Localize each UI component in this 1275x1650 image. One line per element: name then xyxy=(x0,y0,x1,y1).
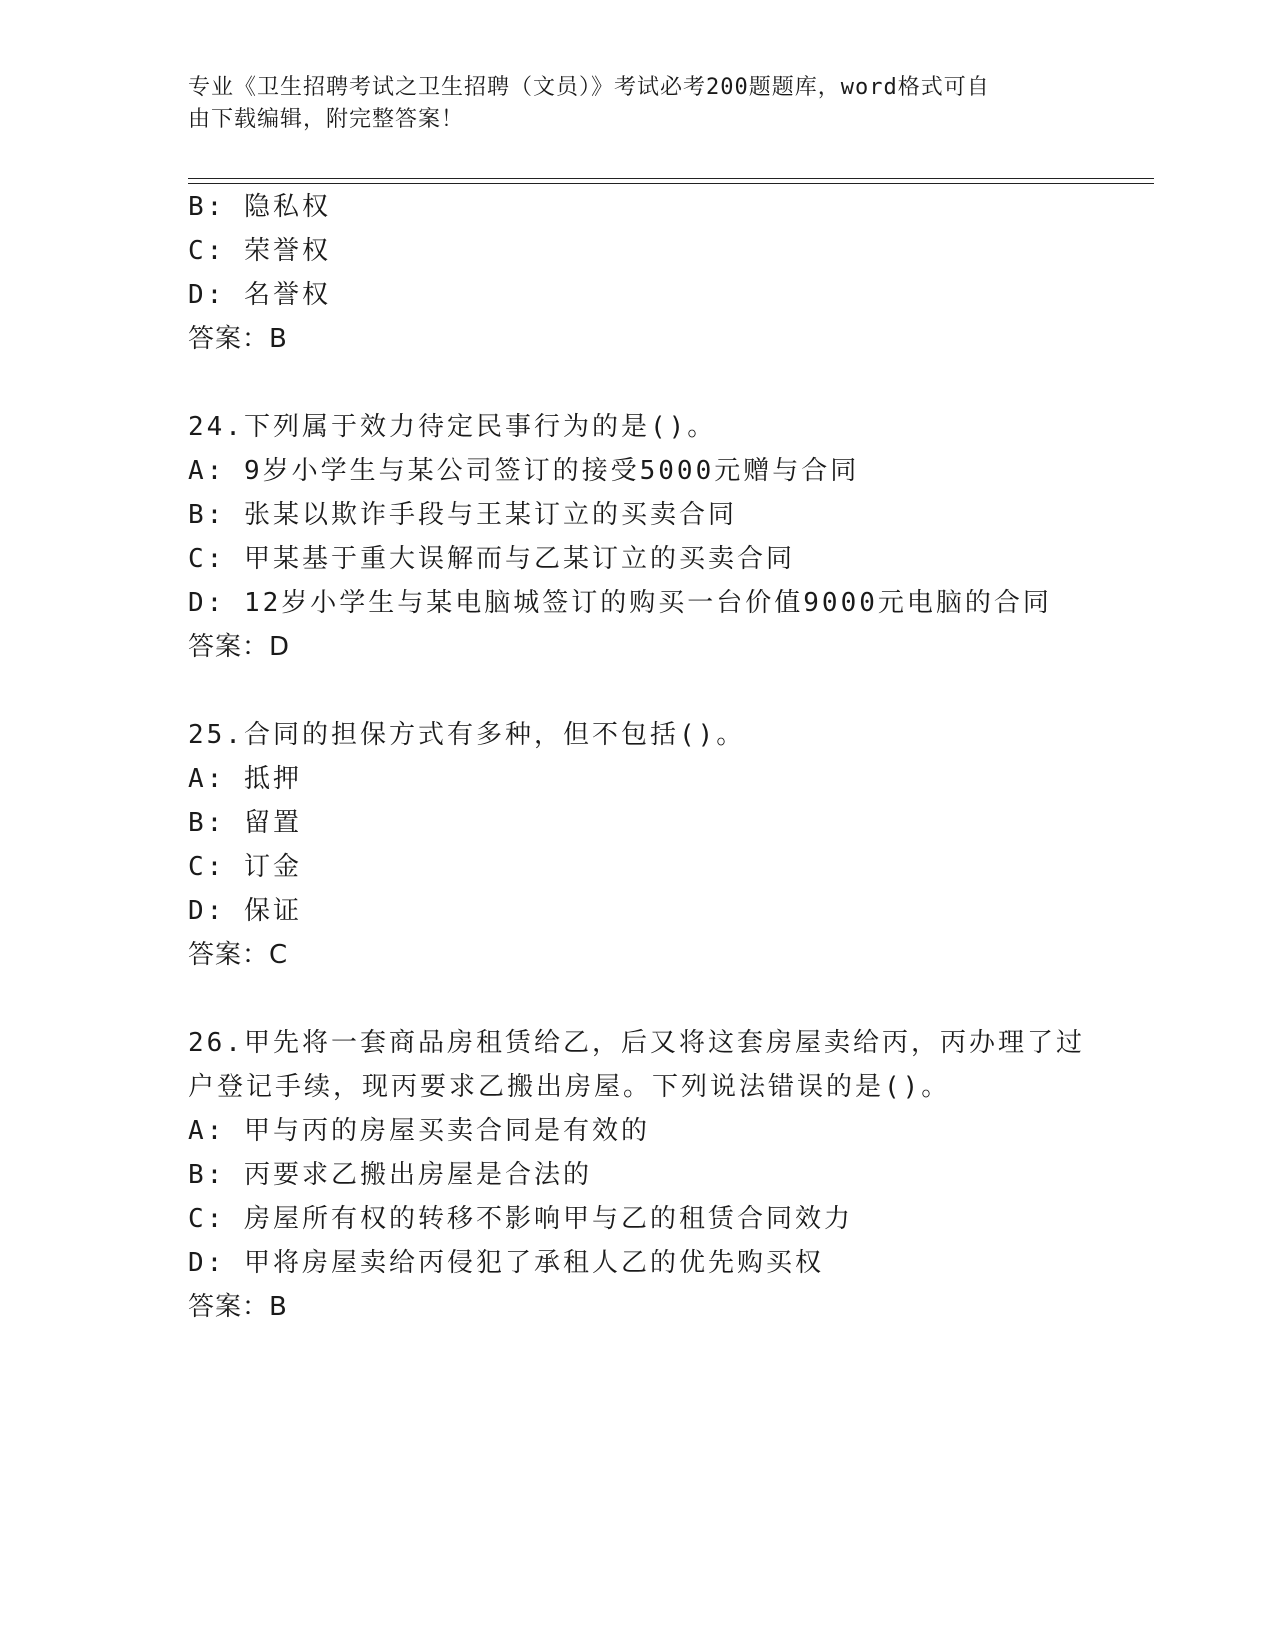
q26-answer: 答案：B xyxy=(188,1292,288,1322)
q24-option-d: D: 12岁小学生与某电脑城签订的购买一台价值9000元电脑的合同 xyxy=(188,588,1052,618)
q26-stem-line-1: 26.甲先将一套商品房租赁给乙，后又将这套房屋卖给丙，丙办理了过 xyxy=(188,1028,1085,1058)
q26-option-d: D: 甲将房屋卖给丙侵犯了承租人乙的优先购买权 xyxy=(188,1248,824,1278)
q23-option-d: D: 名誉权 xyxy=(188,280,331,310)
q25-option-d: D: 保证 xyxy=(188,896,302,926)
q26-option-b: B: 丙要求乙搬出房屋是合法的 xyxy=(188,1160,592,1190)
q25-option-c: C: 订金 xyxy=(188,852,302,882)
q26-stem-line-2: 户登记手续，现丙要求乙搬出房屋。下列说法错误的是()。 xyxy=(188,1072,951,1102)
header-divider-top xyxy=(188,178,1154,179)
q24-option-c: C: 甲某基于重大误解而与乙某订立的买卖合同 xyxy=(188,544,795,574)
document-header xyxy=(188,72,1068,136)
q24-stem: 24.下列属于效力待定民事行为的是()。 xyxy=(188,412,717,442)
q24-option-a: A: 9岁小学生与某公司签订的接受5000元赠与合同 xyxy=(188,456,860,486)
q26-option-c: C: 房屋所有权的转移不影响甲与乙的租赁合同效力 xyxy=(188,1204,853,1234)
q24-answer: 答案：D xyxy=(188,632,291,662)
q23-answer: 答案：B xyxy=(188,324,288,354)
q23-option-b: B: 隐私权 xyxy=(188,192,331,222)
q25-option-b: B: 留置 xyxy=(188,808,302,838)
q26-option-a: A: 甲与丙的房屋买卖合同是有效的 xyxy=(188,1116,650,1146)
q23-option-c: C: 荣誉权 xyxy=(188,236,331,266)
q24-option-b: B: 张某以欺诈手段与王某订立的买卖合同 xyxy=(188,500,737,530)
header-line-2: 由下载编辑，附完整答案！ xyxy=(188,107,465,132)
header-divider-bottom xyxy=(188,183,1154,184)
header-line-1: 专业《卫生招聘考试之卫生招聘（文员）》考试必考200题题库，word格式可自 xyxy=(188,75,990,100)
q25-stem: 25.合同的担保方式有多种，但不包括()。 xyxy=(188,720,746,750)
q25-option-a: A: 抵押 xyxy=(188,764,302,794)
q25-answer: 答案：C xyxy=(188,940,289,970)
